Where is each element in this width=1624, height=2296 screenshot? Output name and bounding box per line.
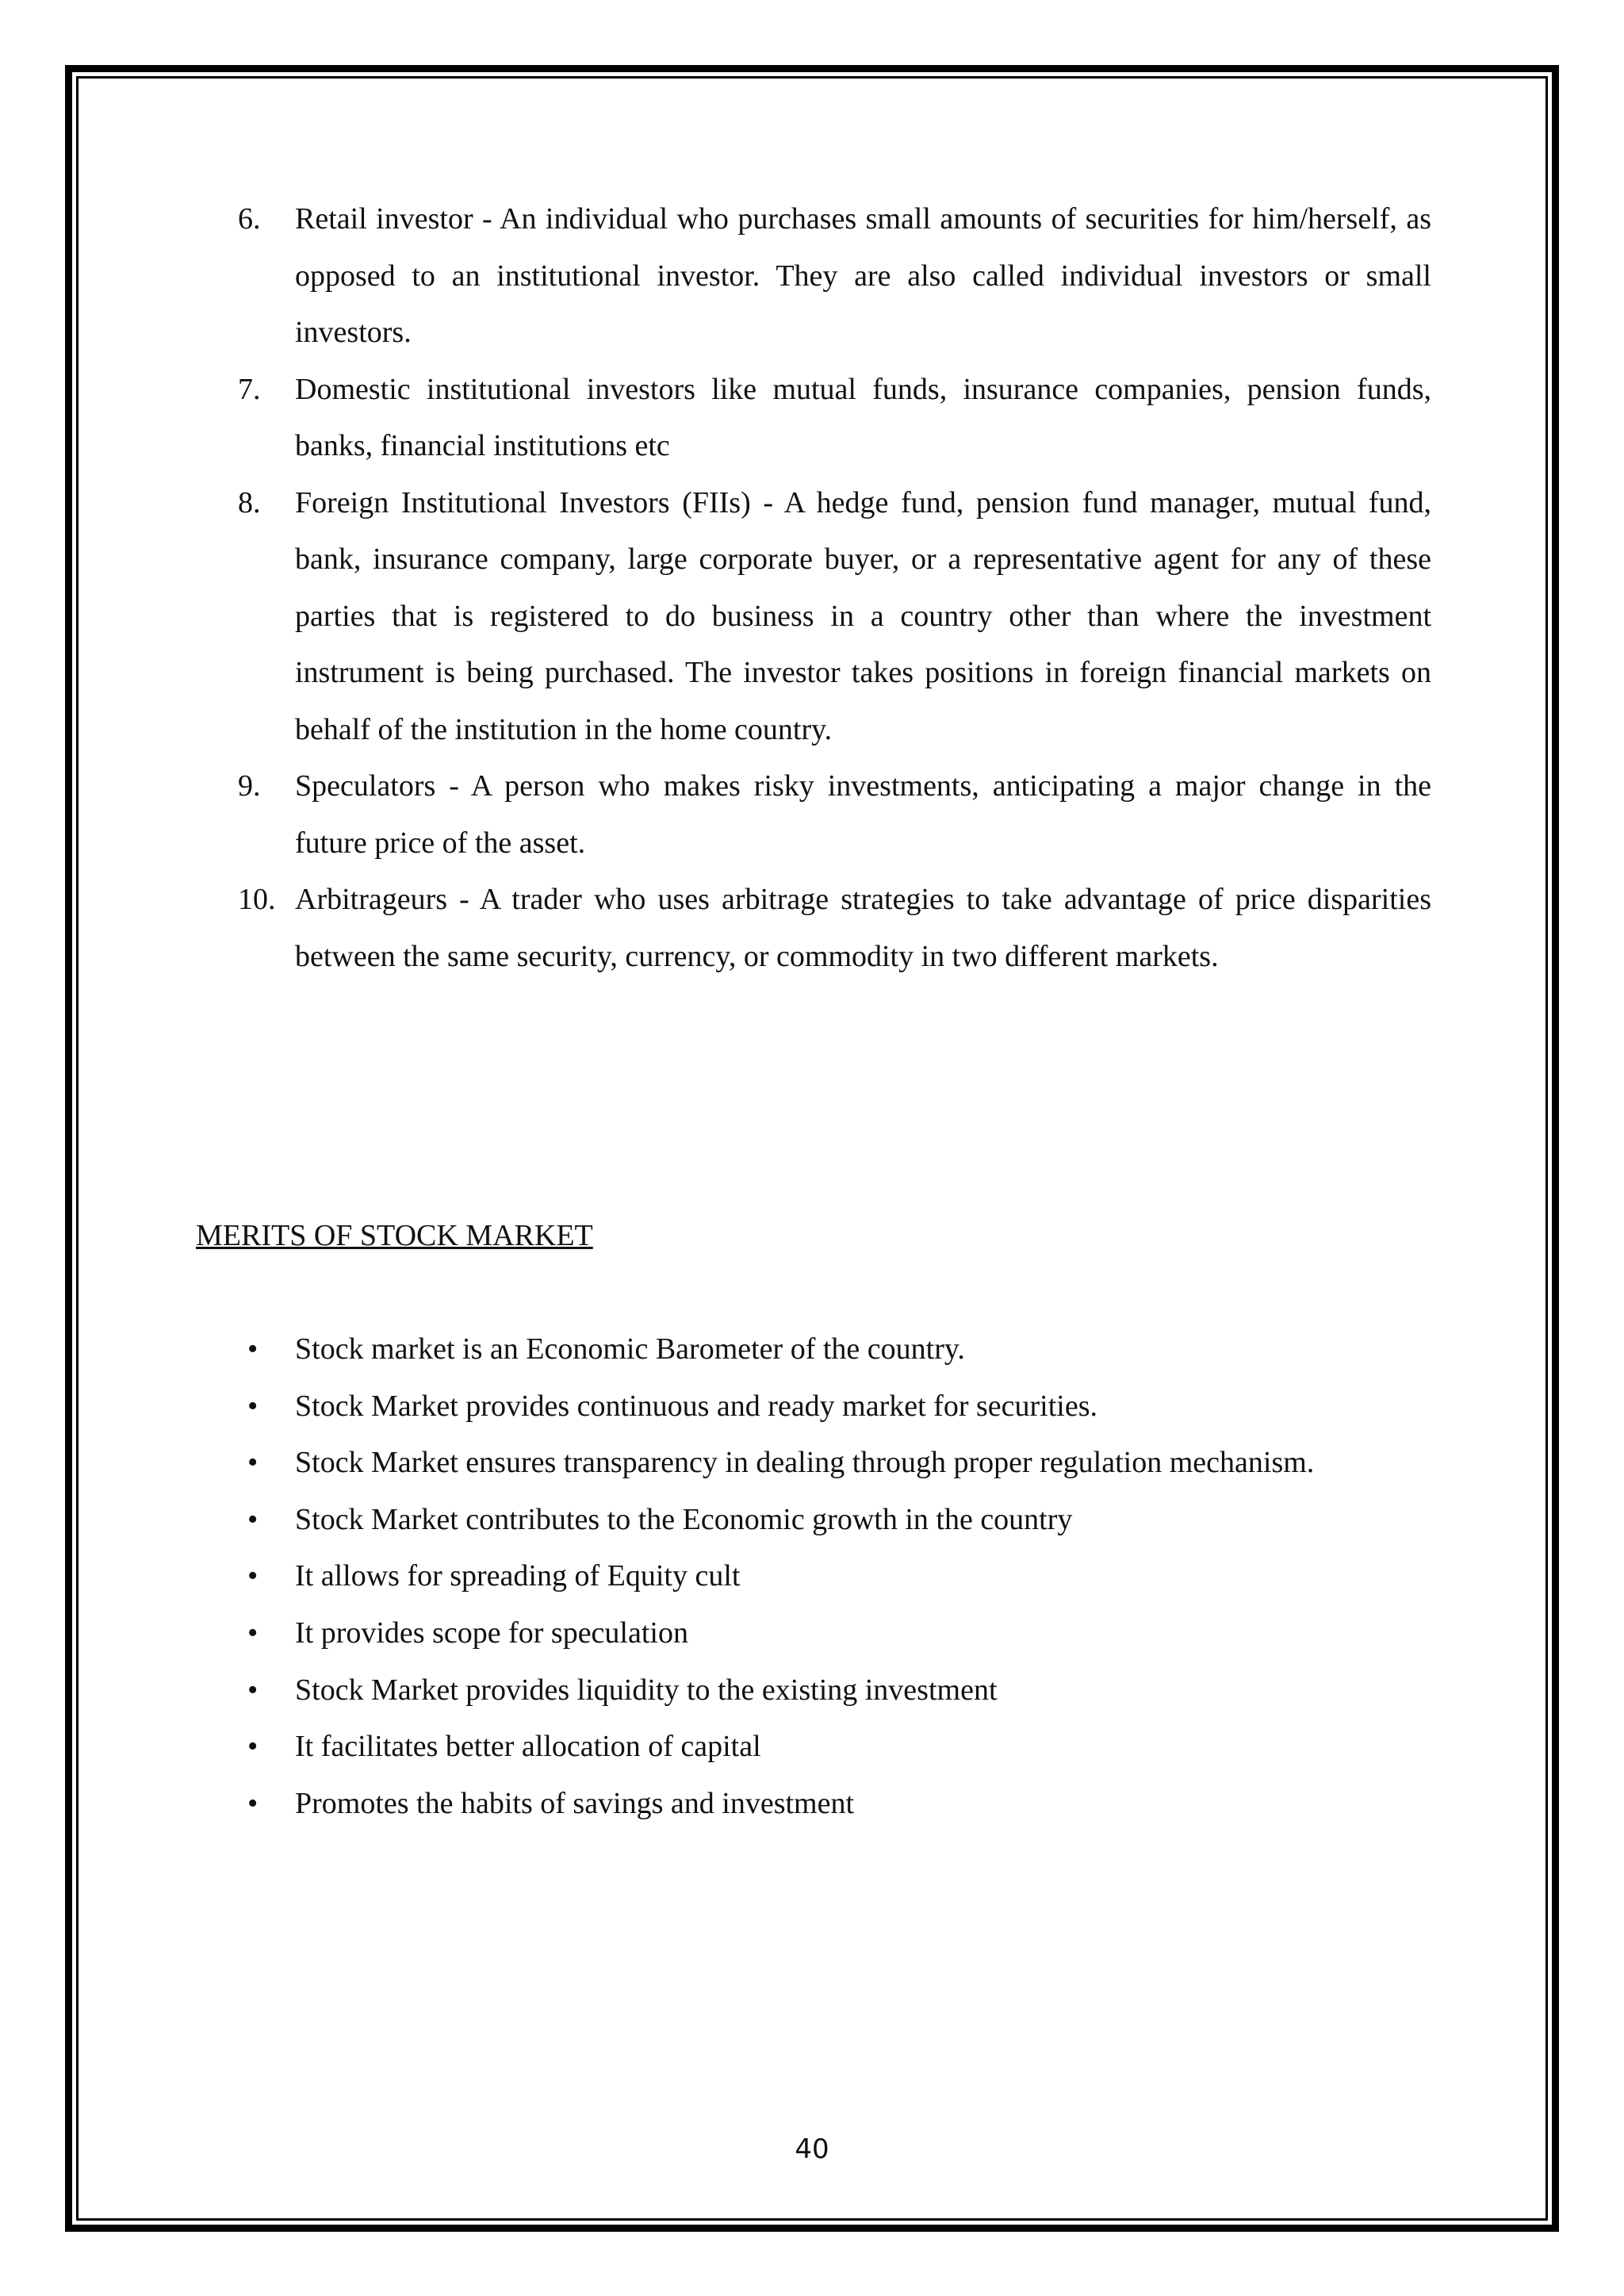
merit-item [0, 1605, 1624, 1662]
list-item-foreign-institutional [0, 475, 1624, 759]
merit-text: It facilitates better allocation of capital [295, 1730, 761, 1764]
merits-list [0, 1321, 1624, 1832]
merit-text: Stock market is an Economic Barometer of the country. [295, 1332, 965, 1366]
merit-item [0, 1719, 1624, 1776]
bullet-icon: • [247, 1446, 259, 1480]
list-item-text: Speculators - A person who makes risky investments, anticipating a major change in the future price of the asset. [295, 769, 1431, 860]
merit-item [0, 1435, 1624, 1492]
list-item-number: 10. [238, 883, 276, 916]
merit-item [0, 1378, 1624, 1435]
bullet-icon: • [247, 1559, 259, 1593]
list-item-number: 8. [238, 485, 261, 519]
merit-text: Promotes the habits of savings and investment [295, 1786, 855, 1820]
list-item-domestic-institutional [0, 362, 1624, 475]
merit-item [0, 1321, 1624, 1378]
merit-text: Stock Market provides continuous and ready market for securities. [295, 1389, 1097, 1423]
list-item-text: Retail investor - An individual who purchases small amounts of securities for him/herself, as opposed to an institutional investor. They are also called individual investors or small investors. [295, 202, 1431, 349]
list-item-speculators [0, 758, 1624, 872]
merit-item [0, 1776, 1624, 1833]
merit-text: Stock Market provides liquidity to the existing investment [295, 1673, 998, 1707]
merit-text: It provides scope for speculation [295, 1616, 688, 1650]
merit-item [0, 1662, 1624, 1719]
merit-item [0, 1492, 1624, 1549]
list-item-text: Foreign Institutional Investors (FIIs) - A hedge fund, pension fund manager, mutual fund, bank, insurance company, large corporate buyer, or a representative agent for any of these parties that is registered to do business in a country other than where the investment instrument is being purchased. The investor takes positions in foreign financial markets on behalf of the institution in the home country. [295, 485, 1431, 746]
merit-text: Stock Market ensures transparency in dealing through proper regulation mechanism. [295, 1446, 1315, 1480]
merit-item [0, 1548, 1624, 1605]
list-item-retail-investor [0, 191, 1624, 362]
section-heading-merits: MERITS OF STOCK MARKET [196, 1219, 593, 1252]
list-item-arbitrageurs [0, 872, 1624, 985]
list-item-number: 6. [238, 202, 261, 236]
bullet-icon: • [247, 1502, 259, 1536]
merit-text: It allows for spreading of Equity cult [295, 1559, 741, 1593]
list-item-number: 9. [238, 769, 261, 803]
bullet-icon: • [247, 1730, 259, 1764]
list-item-number: 7. [238, 372, 261, 406]
bullet-icon: • [247, 1389, 259, 1423]
bullet-icon: • [247, 1673, 259, 1707]
bullet-icon: • [247, 1332, 259, 1366]
bullet-icon: • [247, 1616, 259, 1650]
investor-types-list [0, 191, 1624, 985]
merit-text: Stock Market contributes to the Economic growth in the country [295, 1502, 1073, 1536]
page-number: 40 [795, 2133, 829, 2165]
list-item-text: Domestic institutional investors like mutual funds, insurance companies, pension funds, banks, financial institutions etc [295, 372, 1431, 462]
list-item-text: Arbitrageurs - A trader who uses arbitrage strategies to take advantage of price disparities between the same security, currency, or commodity in two different markets. [295, 883, 1431, 973]
bullet-icon: • [247, 1786, 259, 1820]
